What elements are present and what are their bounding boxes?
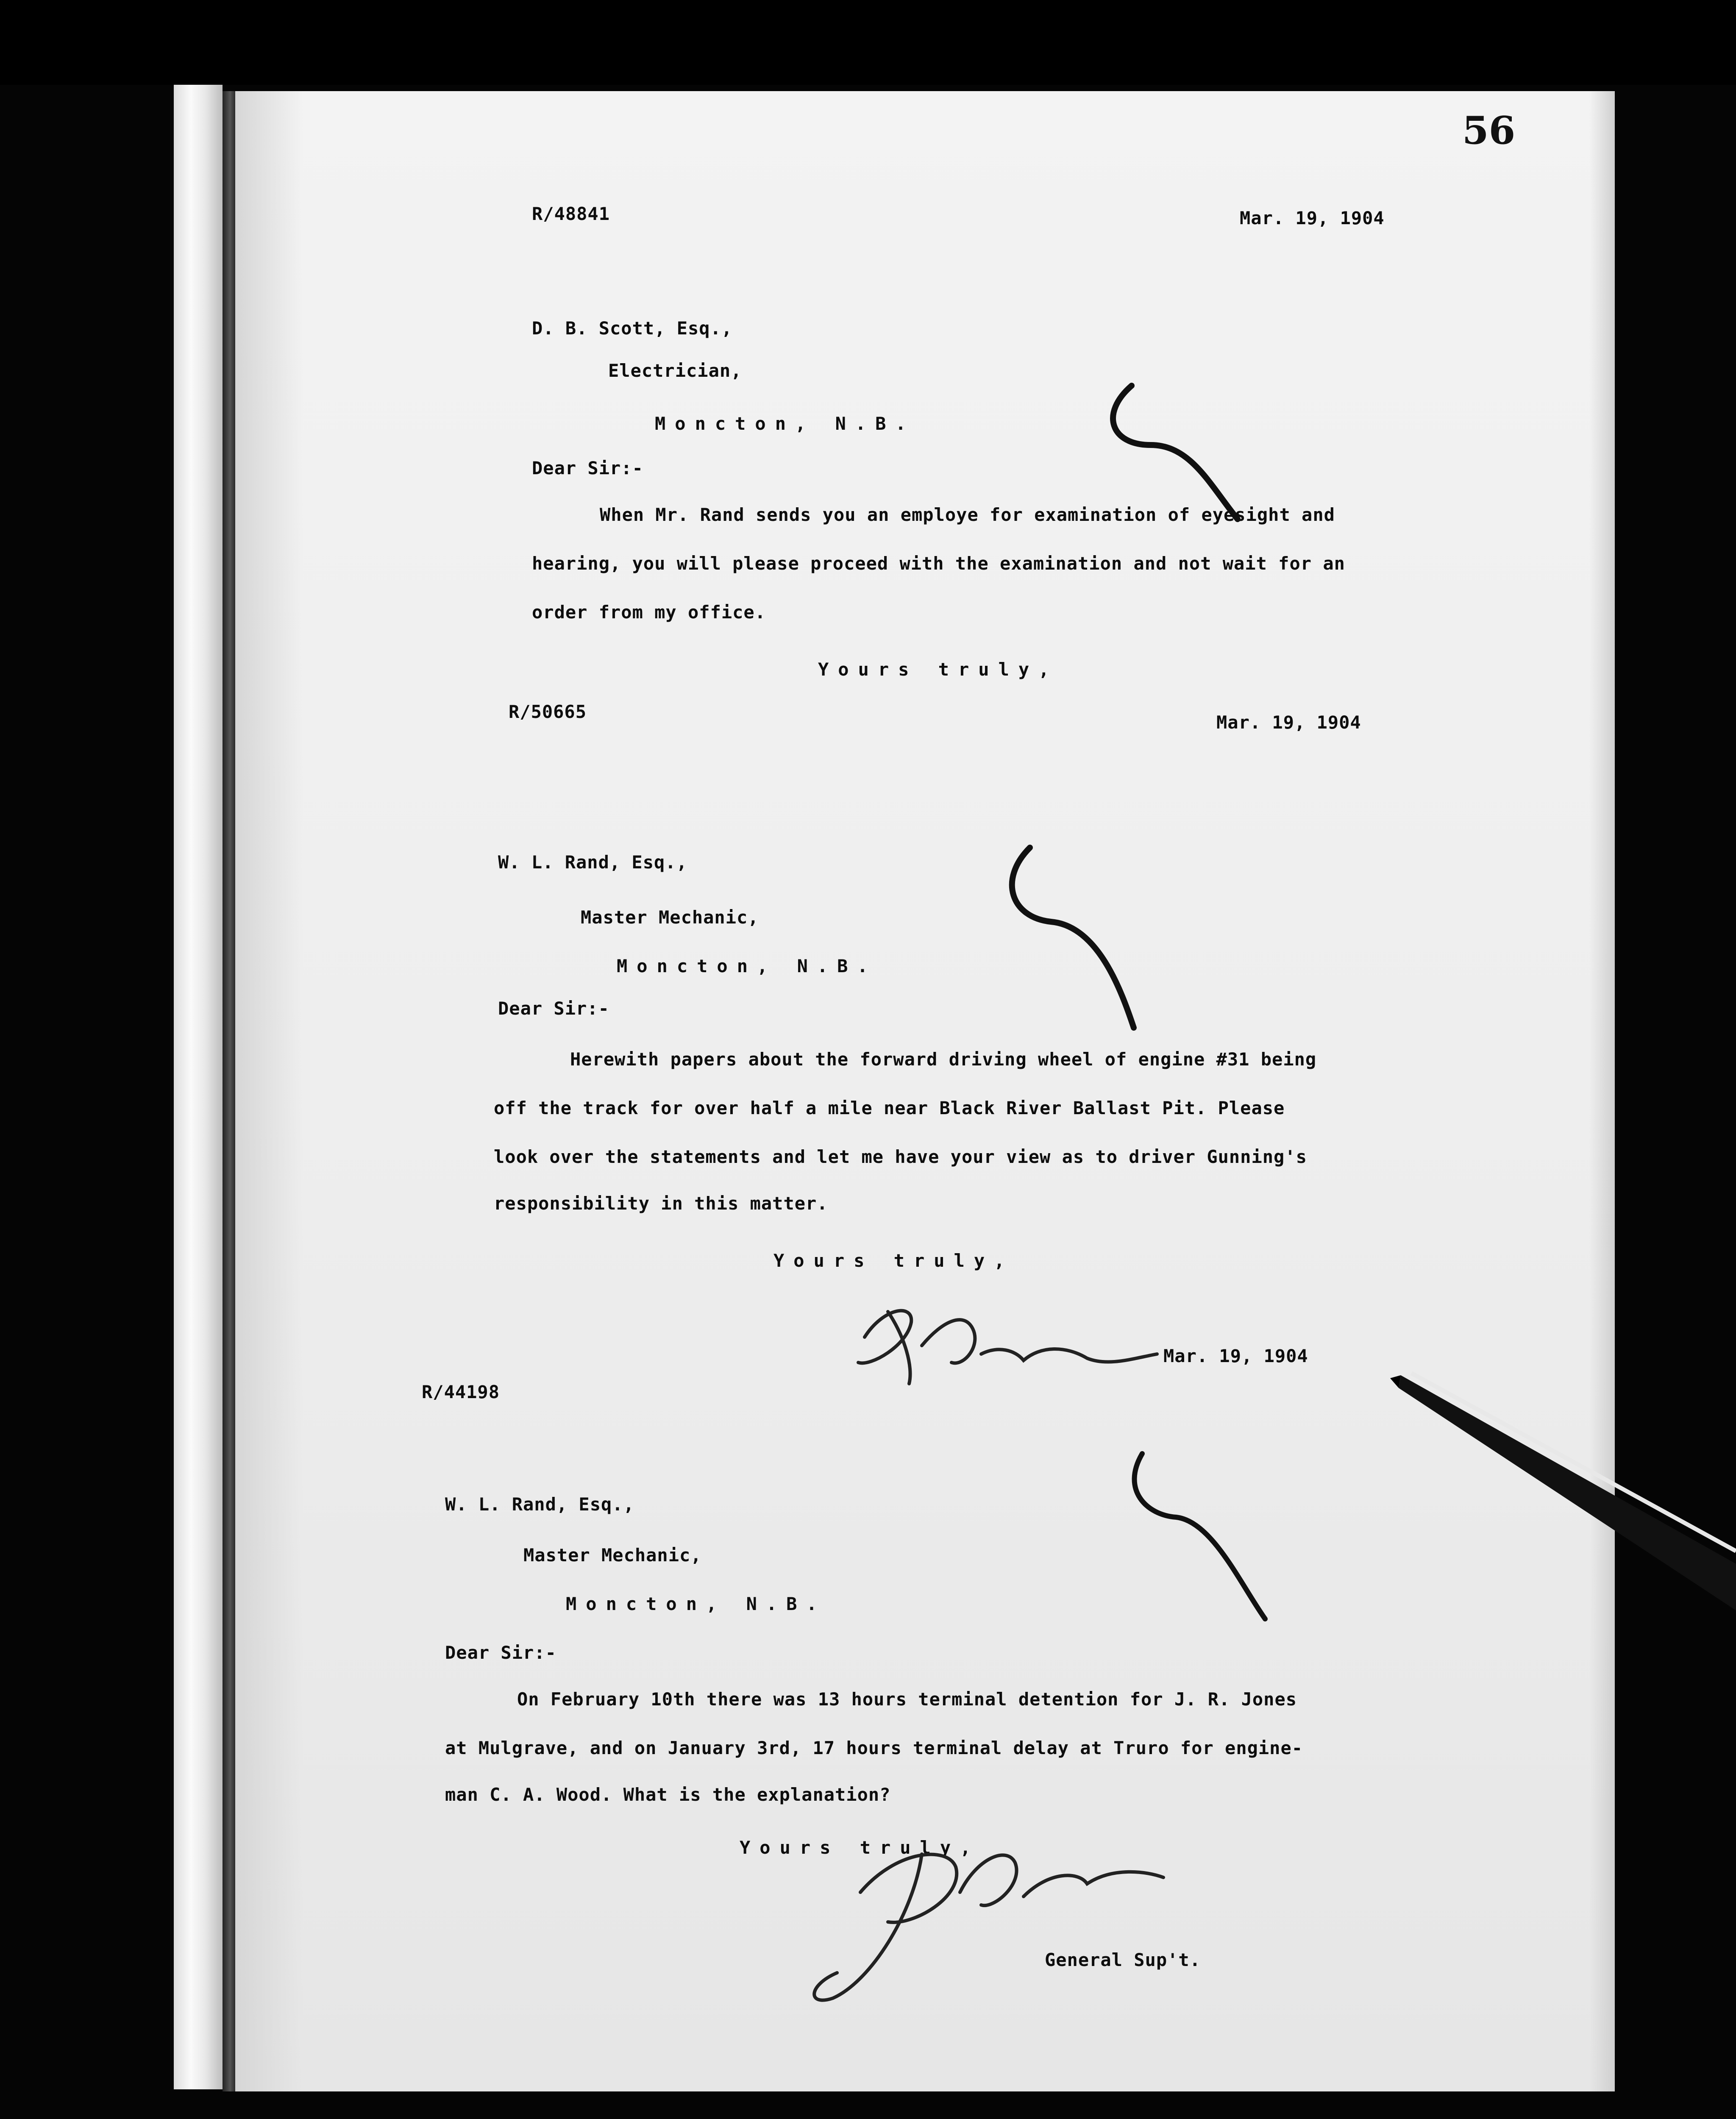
letter-date: Mar. 19, 1904 xyxy=(1240,208,1385,228)
letter-closing: Yours truly, xyxy=(740,1837,980,1858)
film-border xyxy=(0,0,1736,85)
letter-body-line: Herewith papers about the forward driving wheel of engine #31 being xyxy=(570,1049,1317,1070)
ink-squiggle xyxy=(1135,1454,1265,1619)
handwritten-signature xyxy=(858,1311,1157,1384)
letter-addressee: W. L. Rand, Esq., xyxy=(498,852,687,873)
letter-addressee: D. B. Scott, Esq., xyxy=(532,318,733,339)
letterbook-page xyxy=(235,91,1615,2091)
letter-place: Moncton, N.B. xyxy=(617,956,877,976)
letter-body-line: When Mr. Rand sends you an employe for examination of eyesight and xyxy=(600,504,1335,525)
letter-file-number: R/48841 xyxy=(532,203,610,224)
page-number: 56 xyxy=(1462,108,1516,153)
letter-closing: Yours truly, xyxy=(818,659,1059,680)
letter-file-number: R/50665 xyxy=(509,701,587,722)
letter-file-number: R/44198 xyxy=(422,1382,500,1402)
letter-date: Mar. 19, 1904 xyxy=(1216,712,1361,733)
letter-place: Moncton, N.B. xyxy=(566,1593,826,1614)
letter-body-line: at Mulgrave, and on January 3rd, 17 hours terminal delay at Truro for engine- xyxy=(445,1738,1303,1758)
letter-body-line: responsibility in this matter. xyxy=(494,1193,828,1214)
letter-body-line: order from my office. xyxy=(532,602,766,623)
ink-squiggle xyxy=(1113,386,1238,519)
letter-date: Mar. 19, 1904 xyxy=(1163,1346,1308,1366)
letter-salutation: Dear Sir:- xyxy=(445,1642,556,1663)
letter-addressee-title: Electrician, xyxy=(608,360,742,381)
pen-marks xyxy=(235,91,1615,2091)
letter-body-line: look over the statements and let me have your view as to driver Gunning's xyxy=(494,1146,1307,1167)
letter-body-line: On February 10th there was 13 hours terminal detention for J. R. Jones xyxy=(517,1689,1297,1710)
ink-squiggle xyxy=(1012,848,1134,1028)
page-gutter-shadow xyxy=(223,91,235,2091)
letter-closing: Yours truly, xyxy=(773,1250,1014,1271)
letter-salutation: Dear Sir:- xyxy=(532,458,643,478)
letter-addressee: W. L. Rand, Esq., xyxy=(445,1494,634,1515)
letterbook-binding xyxy=(174,85,223,2089)
letter-addressee-title: Master Mechanic, xyxy=(523,1545,702,1566)
letter-place: Moncton, N.B. xyxy=(655,413,915,434)
handwritren-signature-2 xyxy=(814,1854,1163,2000)
letter-addressee-title: Master Mechanic, xyxy=(581,907,759,928)
letter-salutation: Dear Sir:- xyxy=(498,998,609,1019)
letter-body-line: hearing, you will please proceed with the examination and not wait for an xyxy=(532,553,1345,574)
letter-body-line: man C. A. Wood. What is the explanation? xyxy=(445,1784,891,1805)
signer-title: General Sup't. xyxy=(1045,1949,1201,1970)
letter-body-line: off the track for over half a mile near Black River Ballast Pit. Please xyxy=(494,1098,1285,1118)
